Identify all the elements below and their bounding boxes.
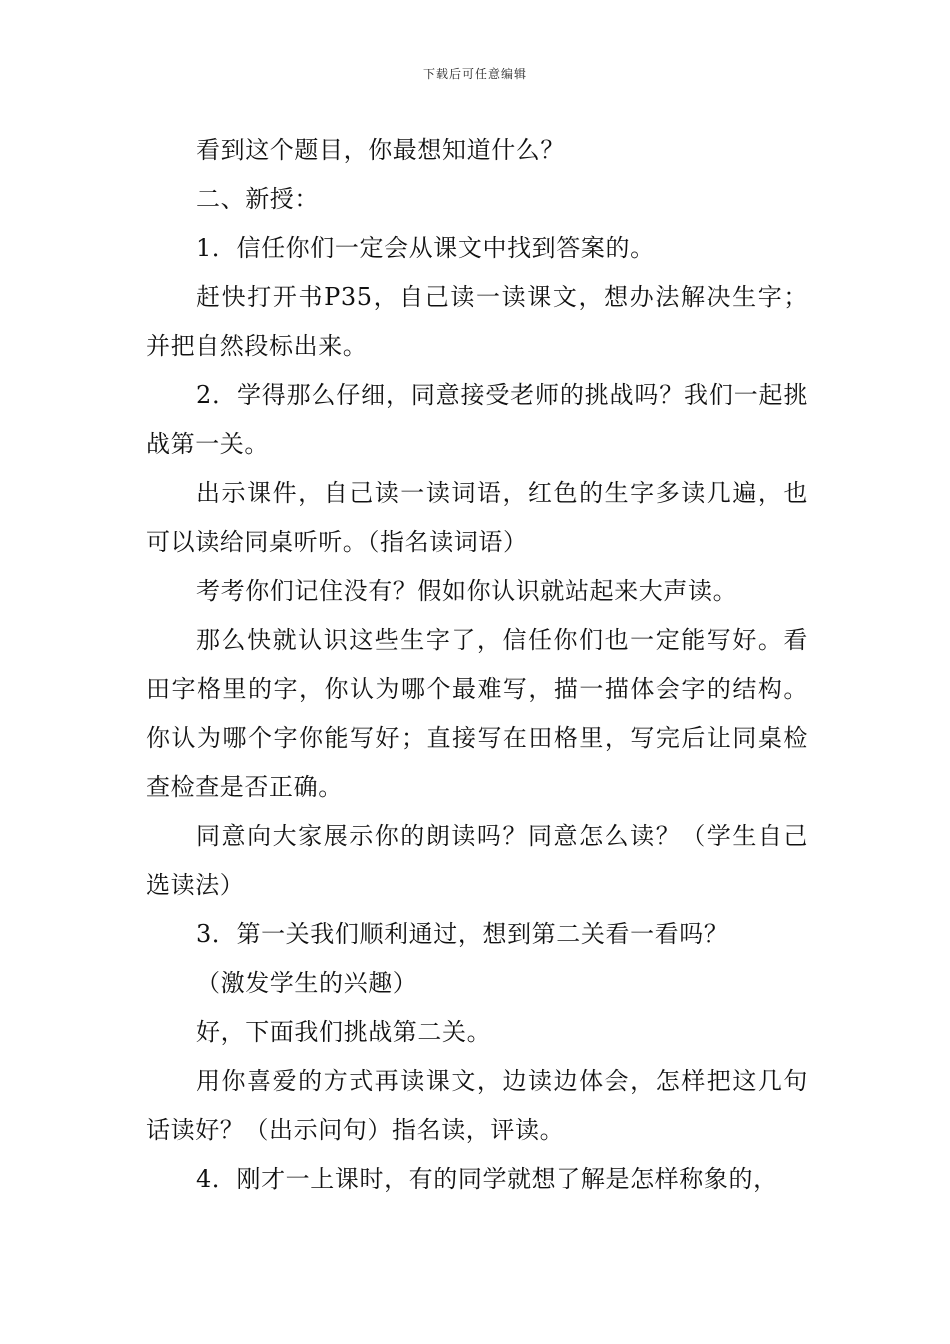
- paragraph-1: 看到这个题目，你最想知道什么？: [196, 136, 565, 164]
- paragraph-9: 同意向大家展示你的朗读吗？同意怎么读？（学生自己选读法）: [146, 822, 808, 899]
- paragraph-11: （激发学生的兴趣）: [196, 969, 418, 997]
- paragraph-5: 2．学得那么仔细，同意接受老师的挑战吗？我们一起挑战第一关。: [146, 381, 808, 458]
- paragraph-6: 出示课件，自己读一读词语，红色的生字多读几遍，也可以读给同桌听听。（指名读词语）: [146, 479, 808, 556]
- document-body: [146, 126, 808, 1204]
- paragraph-14: 4．刚才一上课时，有的同学就想了解是怎样称象的，: [196, 1165, 778, 1193]
- paragraph-10: 3．第一关我们顺利通过，想到第二关看一看吗？: [196, 920, 729, 948]
- paragraph-4: 赶快打开书P35，自己读一读课文，想办法解决生字；并把自然段标出来。: [146, 283, 808, 360]
- paragraph-7: 考考你们记住没有？假如你认识就站起来大声读。: [196, 577, 738, 605]
- page-header: 下载后可任意编辑: [422, 67, 527, 81]
- paragraph-8: 那么快就认识这些生字了，信任你们也一定能写好。看田字格里的字，你认为哪个最难写，描一描体会字的结构。你认为哪个字你能写好；直接写在田格里，写完后让同桌检查检查是否正确。: [146, 626, 808, 801]
- paragraph-13: 用你喜爱的方式再读课文，边读边体会，怎样把这几句话读好？（出示问句）指名读，评读。: [146, 1067, 808, 1144]
- paragraph-12: 好，下面我们挑战第二关。: [196, 1018, 492, 1046]
- paragraph-2: 二、新授：: [196, 185, 319, 213]
- paragraph-3: 1．信任你们一定会从课文中找到答案的。: [196, 234, 655, 262]
